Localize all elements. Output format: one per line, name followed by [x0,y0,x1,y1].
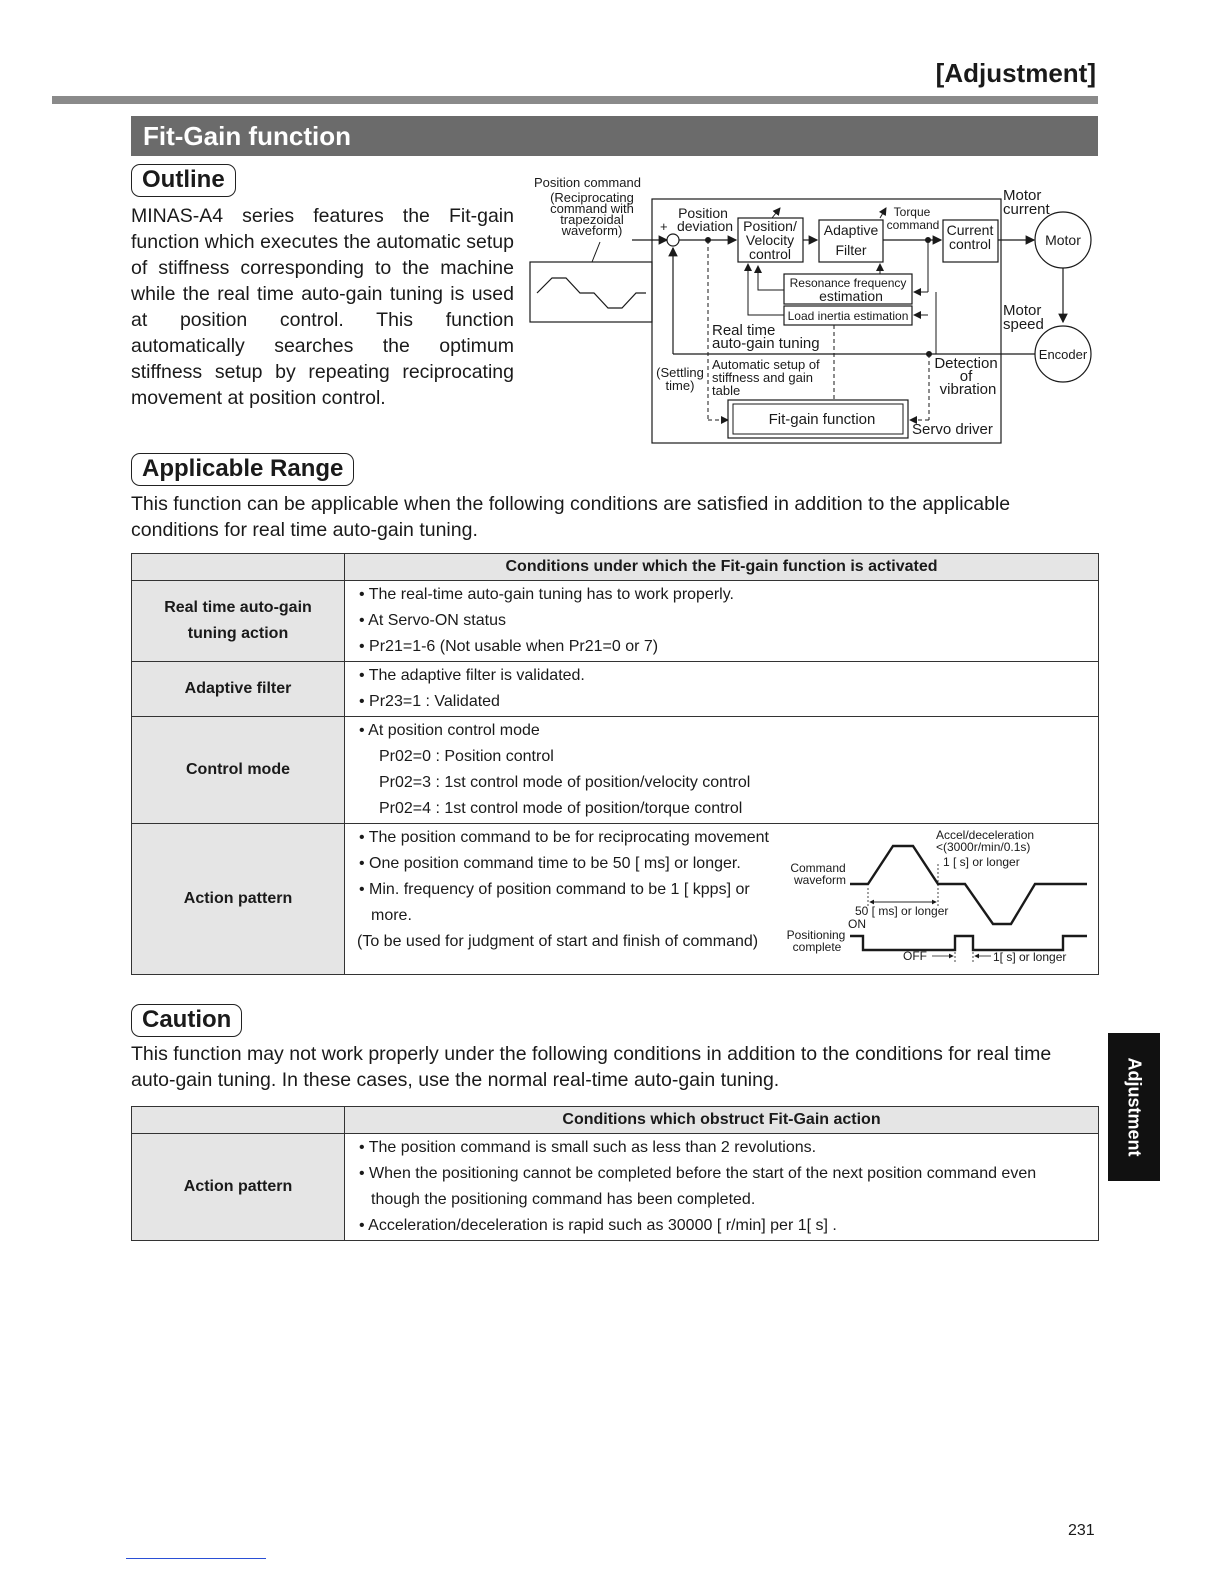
svg-text:complete: complete [792,940,842,954]
svg-text:Motor: Motor [1003,187,1042,204]
svg-text:Real time: Real time [712,322,776,339]
svg-text:Adaptive: Adaptive [823,222,879,238]
action-pattern-waveform [783,824,1099,972]
fit-gain-block-diagram [520,170,1110,450]
svg-text:Fit-gain function: Fit-gain function [768,411,876,428]
dg-cmd-note-4: waveform) [561,223,623,238]
page-header-title: [Adjustment] [935,58,1096,88]
svg-text:Encoder: Encoder [1038,347,1088,362]
svg-text:table: table [712,383,741,398]
svg-text:Resonance frequency: Resonance frequency [789,276,907,290]
applicable-paragraph: This function can be applicable when the following conditions are satisfied in addition to the applicable conditions for real time auto-gain tuning. [131,493,1011,541]
caution-paragraph: This function may not work properly under the following conditions in addition to the conditions for real time auto-gain tuning. In these cases, use the normal real-time auto-gain tuning. [131,1043,1052,1091]
svg-text:Current: Current [946,222,994,238]
applicable-conditions-table: Conditions under which the Fit-gain function is activated Real time auto-gain tuning action • The real-time auto-gain tuning has to work properly. • At Servo-ON status • Pr21=1-6 (Not usable when Pr21=0 or 7) Adaptive filter • The adaptive filter is validated. • Pr23=1 : Validated Control mode • At position control mode Pr02=0 : Position control Pr02=3 : 1st control mode of position/velocity control Pr02=4 : 1st control mode of position/torque control Action pattern • The position command to be for reciprocating movement • One position command time to be 50 [ ms] or longer. • Min. frequency of position command to be 1 [ kpps] or more. (To be used for judgment of start and finish of command) Accel/deceleration <(3000r/min/0.1s) 1 [ s] or longer Command waveform 50 [ ms] or longer ON Positioning complete OFF 1[ s] or longer [131,553,1099,975]
svg-text:time): time) [665,378,695,393]
svg-text:<(3000r/min/0.1s): <(3000r/min/0.1s) [936,840,1031,854]
svg-text:vibration: vibration [939,381,997,398]
row-label-control-mode: Control mode [132,717,345,824]
section-title: Fit-Gain function [131,116,1098,156]
caution-table-header: Conditions which obstruct Fit-Gain action [345,1107,1099,1134]
svg-text:1 [ s] or longer: 1 [ s] or longer [943,855,1020,869]
svg-text:Motor: Motor [1045,232,1081,248]
outline-paragraph: MINAS-A4 series features the Fit-gain function which executes the automatic setup of stiffness corresponding to the machine while the real time auto-gain tuning is used at position control. This function automatically searches the optimum stiffness setup by repeating reciprocating movement at position control. [131,205,514,409]
caution-conditions-table: Conditions which obstruct Fit-Gain action Action pattern • The position command is small such as less than 2 revolutions. • When the positioning cannot be completed before the start of the next position command even though the positioning command has been completed. • Acceleration/deceleration is rapid such as 30000 [ r/min] per 1[ s] . [131,1106,1099,1241]
svg-text:Motor: Motor [1003,302,1042,319]
outline-heading: Outline [131,164,236,197]
caution-row-label: Action pattern [132,1134,345,1241]
dg-position-command: Position command [534,175,641,190]
svg-text:command: command [886,218,940,232]
row-label-adaptive: Adaptive filter [132,662,345,717]
svg-text:estimation: estimation [819,288,883,304]
svg-text:OFF: OFF [903,949,927,963]
footer-line [126,1558,266,1559]
dg-cmd-note-2: command with [550,201,634,216]
row-label-action-pattern: Action pattern [132,824,345,975]
svg-text:1[ s] or longer: 1[ s] or longer [993,950,1067,964]
svg-text:stiffness and gain: stiffness and gain [712,370,813,385]
svg-text:current: current [1003,201,1050,218]
svg-text:Load inertia estimation: Load inertia estimation [787,309,909,323]
dg-trapezoid-wave [537,278,646,308]
svg-text:Torque: Torque [893,205,931,219]
page-number: 231 [1068,1522,1095,1539]
svg-text:Filter: Filter [835,242,867,258]
svg-text:Automatic setup of: Automatic setup of [712,357,820,372]
caution-heading: Caution [131,1004,242,1037]
dg-waveform-box [530,262,652,322]
svg-text:Velocity: Velocity [745,232,795,248]
svg-text:control: control [748,246,792,262]
dg-cmd-note-3: trapezoidal [560,212,624,227]
svg-text:Positioning: Positioning [786,928,846,942]
svg-text:Position/: Position/ [743,218,797,234]
dg-cmd-note-1: (Reciprocating [550,190,634,205]
svg-text:Detection: Detection [934,355,998,372]
svg-text:Servo driver: Servo driver [912,421,993,438]
header-rule [52,96,1098,104]
svg-text:waveform: waveform [793,873,847,887]
svg-text:speed: speed [1003,316,1044,333]
side-tab-adjustment: Adjustment [1108,1033,1160,1181]
dg-pos-dev-1: Position [678,205,728,221]
svg-text:of: of [959,368,973,385]
positioning-complete-line [850,936,1087,950]
row-label-realtime: Real time auto-gain tuning action [132,581,345,662]
svg-text:Accel/deceleration: Accel/deceleration [936,828,1035,842]
applicable-range-heading: Applicable Range [131,453,354,486]
dg-summing-junction [667,234,679,246]
svg-text:Command: Command [790,861,846,875]
svg-text:control: control [948,236,992,252]
svg-text:auto-gain tuning: auto-gain tuning [712,335,820,352]
dg-plus: + [660,219,668,234]
svg-text:ON: ON [848,917,866,931]
dg-pos-dev-2: deviation [676,218,734,234]
svg-text:(Settling: (Settling [656,365,704,380]
applicable-table-header: Conditions under which the Fit-gain function is activated [345,554,1099,581]
svg-text:50 [ ms] or longer: 50 [ ms] or longer [855,904,949,918]
